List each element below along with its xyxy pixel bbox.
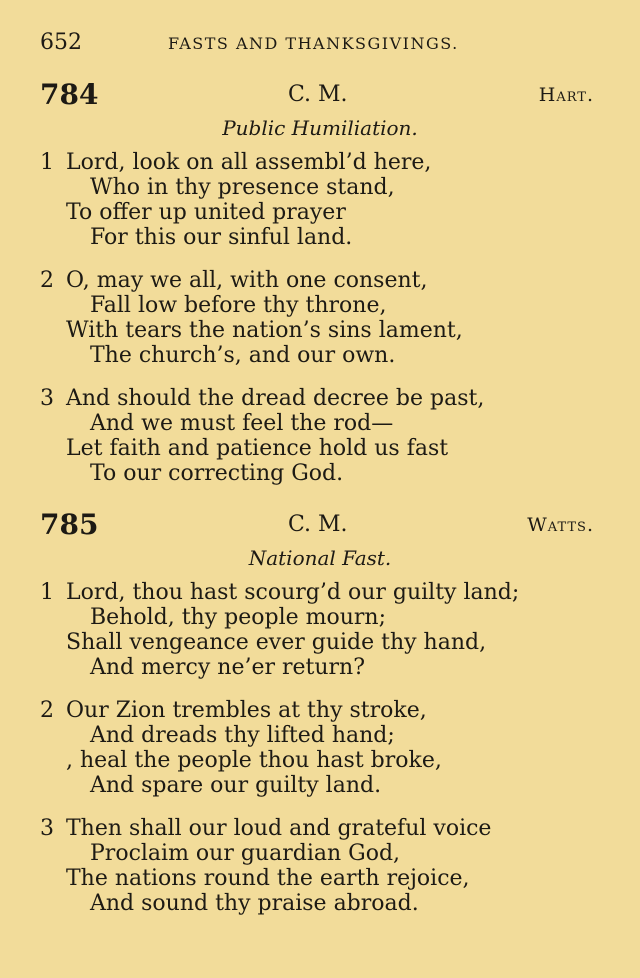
verse-line: Our Zion trembles at thy stroke, [66, 698, 427, 723]
verse-line: And we must feel the rod— [90, 411, 394, 436]
hymn-header [40, 508, 600, 544]
stanza-number: 3 [40, 816, 54, 841]
stanza [40, 150, 600, 250]
verse-line: The nations round the earth rejoice, [66, 866, 470, 891]
verse-line: O, may we all, with one consent, [66, 268, 428, 293]
hymn-meter: C. M. [288, 82, 348, 107]
verse-line: Lord, thou hast scourg’d our guilty land; [66, 580, 520, 605]
stanza-number: 1 [40, 580, 54, 605]
verse-line: And sound thy praise abroad. [90, 891, 419, 916]
hymn-number: 784 [40, 78, 99, 111]
stanza-number: 3 [40, 386, 54, 411]
hymn-author: Watts. [527, 514, 594, 536]
verse-line: , heal the people thou hast broke, [66, 748, 442, 773]
verse-line: To offer up united prayer [66, 200, 346, 225]
hymn-meter: C. M. [288, 512, 348, 537]
verse-line: For this our sinful land. [90, 225, 353, 250]
verse-line: Lord, look on all assembl’d here, [66, 150, 432, 175]
stanza [40, 580, 600, 680]
hymn-subtitle: National Fast. [248, 546, 392, 570]
hymn-subtitle: Public Humiliation. [222, 116, 418, 140]
running-head [40, 28, 600, 58]
hymn-author: Hart. [538, 84, 594, 106]
verse-line: To our correcting God. [90, 461, 344, 486]
verse-line: With tears the nation’s sins lament, [66, 318, 463, 343]
page-number: 652 [40, 30, 82, 55]
verse-line: Fall low before thy throne, [90, 293, 387, 318]
hymn-number: 785 [40, 508, 99, 541]
verse-line: Then shall our loud and grateful voice [66, 816, 492, 841]
verse-line: Behold, thy people mourn; [90, 605, 386, 630]
verse-line: And should the dread decree be past, [66, 386, 485, 411]
stanza [40, 698, 600, 798]
stanza-number: 2 [40, 698, 54, 723]
stanza-number: 2 [40, 268, 54, 293]
verse-line: Proclaim our guardian God, [90, 841, 401, 866]
stanza [40, 386, 600, 486]
hymn-784 [40, 78, 600, 504]
verse-line: And spare our guilty land. [90, 773, 382, 798]
verse-line: The church’s, and our own. [90, 343, 396, 368]
verse-line: And dreads thy lifted hand; [90, 723, 395, 748]
stanza [40, 816, 600, 916]
stanza [40, 268, 600, 368]
verse-line: Who in thy presence stand, [90, 175, 395, 200]
hymn-785 [40, 508, 600, 934]
verse-line: Shall vengeance ever guide thy hand, [66, 630, 487, 655]
hymn-header [40, 78, 600, 114]
stanza-number: 1 [40, 150, 54, 175]
verse-line: And mercy ne’er return? [90, 655, 366, 680]
verse-line: Let faith and patience hold us fast [66, 436, 449, 461]
running-title: FASTS AND THANKSGIVINGS. [168, 34, 459, 53]
